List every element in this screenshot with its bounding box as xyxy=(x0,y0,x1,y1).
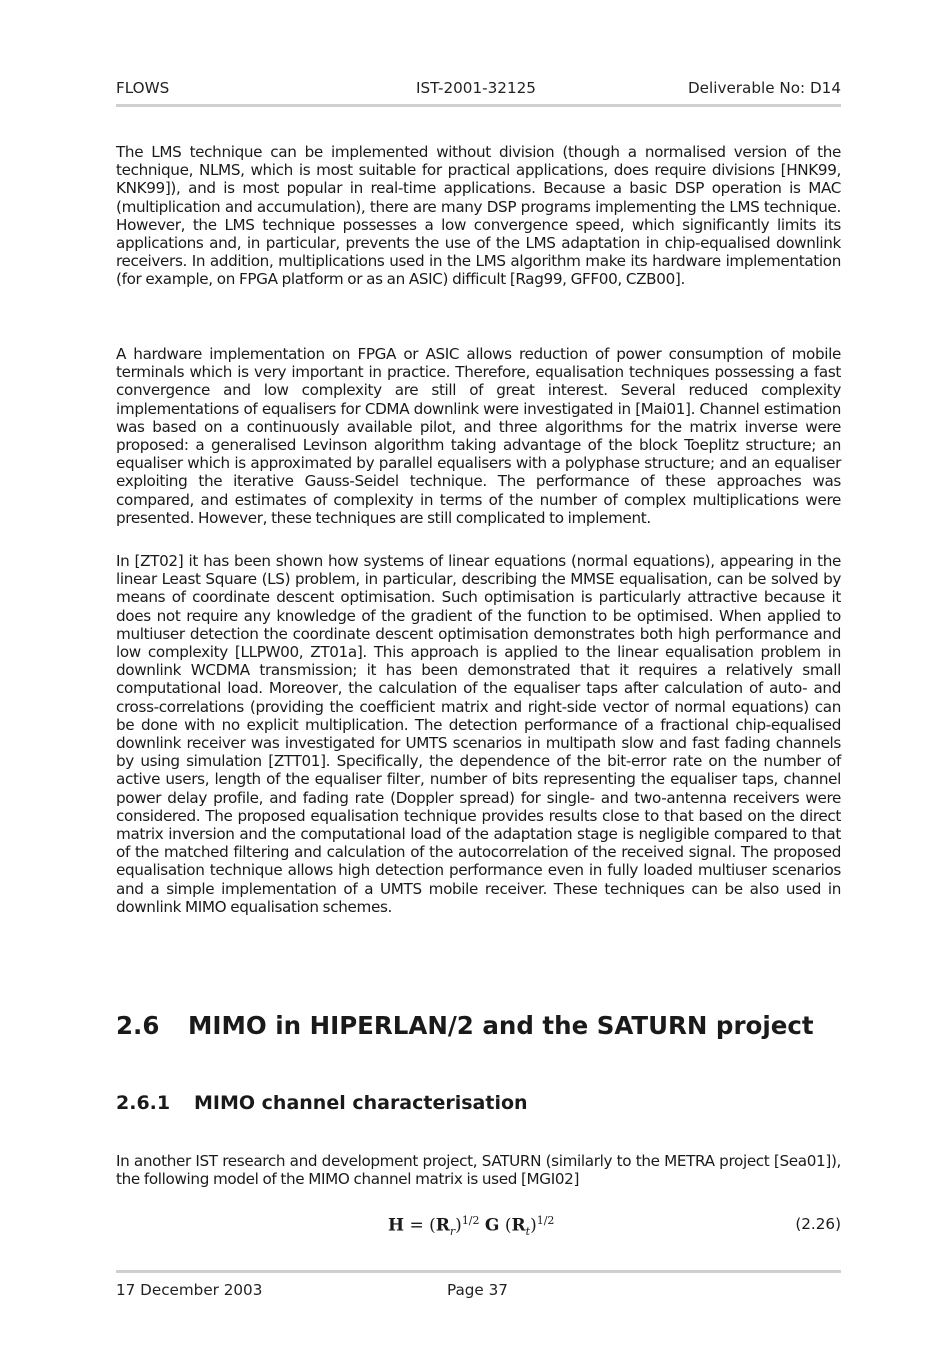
equation-number: (2.26) xyxy=(795,1215,841,1233)
section-heading xyxy=(116,1011,814,1040)
equation-tx-exponent: 1/2 xyxy=(536,1214,555,1227)
header-contract-number: IST-2001-32125 xyxy=(416,79,536,97)
body-paragraph-coordinate-descent: In [ZT02] it has been shown how systems of linear equations (normal equations), appearing in the linear Least Square (LS) problem, in particular, describing the MMSE equalisation, can be solved by means of coordinate descent optimisation. Such optimisation is particularly attractive because it does not require any knowledge of the gradient of the function to be optimised. When applied to multiuser detection the coordinate descent optimisation demonstrates both high performance and low complexity [LLPW00, ZT01a]. This approach is applied to the linear equalisation problem in downlink WCDMA transmission; it has been demonstrated that it requires a relatively small computational load. Moreover, the calculation of the equaliser taps after calculation of auto- and cross-correlations (providing the coefficient matrix and right-side vector of normal equations) can be done with no explicit multiplication. The detection performance of a fractional chip-equalised downlink receiver was investigated for UMTS scenarios in multipath slow and fast fading channels by using simulation [ZTT01]. Specifically, the dependence of the bit-error rate on the number of active users, length of the equaliser filter, number of bits representing the equaliser taps, channel power delay profile, and fading rate (Doppler spread) for single- and two-antenna receivers were considered. The proposed equalisation technique provides results close to that based on the direct matrix inversion and the computational load of the adaptation stage is negligible compared to that of the matched filtering and calculation of the autocorrelation of the received signal. The proposed equalisation technique allows high detection performance even in fully loaded multiuser scenarios and a simple implementation of a UMTS mobile receiver. These techniques can be also used in downlink MIMO equalisation schemes. xyxy=(116,552,841,916)
equation-tx-subscript: t xyxy=(525,1225,531,1239)
page-footer xyxy=(116,1281,841,1303)
equation-tx-correlation: R xyxy=(511,1215,526,1236)
equation-rx-correlation: R xyxy=(435,1215,450,1236)
equation-rx-subscript: r xyxy=(449,1225,456,1239)
subsection-title: MIMO channel characterisation xyxy=(194,1092,528,1114)
body-paragraph-lms: The LMS technique can be implemented without division (though a normalised version of the technique, NLMS, which is most suitable for practical applications, does require divisions [HNK99, KNK99]), and is most popular in real-time applications. Because a basic DSP operation is MAC (multiplication and accumulation), there are many DSP programs implementing the LMS technique. However, the LMS technique possesses a low convergence speed, which significantly limits its applications and, in particular, prevents the use of the LMS adaptation in chip-equalised downlink receivers. In addition, multiplications used in the LMS algorithm make its hardware implementation (for example, on FPGA platform or as an ASIC) difficult [Rag99, GFF00, CZB00]. xyxy=(116,143,841,289)
header-project-name: FLOWS xyxy=(116,79,170,97)
footer-date: 17 December 2003 xyxy=(116,1281,263,1299)
header-deliverable-number: Deliverable No: D14 xyxy=(687,79,841,97)
page-header xyxy=(116,79,841,101)
equation-equals: = xyxy=(409,1215,424,1236)
equation-mimo-channel: $H = (R_r)^{1/2}$ G $(R_t)^{1/2}$ xyxy=(388,1214,555,1239)
equation-g-matrix: G xyxy=(484,1215,500,1236)
subsection-heading xyxy=(116,1092,528,1114)
subsection-number: 2.6.1 xyxy=(116,1092,171,1114)
footer-page-number: Page 37 xyxy=(447,1281,508,1299)
section-title: MIMO in HIPERLAN/2 and the SATURN project xyxy=(188,1011,814,1040)
equation-rx-exponent: 1/2 xyxy=(461,1214,480,1227)
header-divider xyxy=(116,104,841,107)
equation-lhs: H xyxy=(388,1215,405,1236)
section-number: 2.6 xyxy=(116,1011,160,1040)
body-paragraph-hardware: A hardware implementation on FPGA or ASIC allows reduction of power consumption of mobile terminals which is very important in practice. Therefore, equalisation techniques possessing a fast convergence and low complexity are still of great interest. Several reduced complexity implementations of equalisers for CDMA downlink were investigated in [Mai01]. Channel estimation was based on a continuously available pilot, and three algorithms for the matrix inverse were proposed: a generalised Levinson algorithm taking advantage of the block Toeplitz structure; an equaliser which is approximated by parallel equalisers with a polyphase structure; and an equaliser exploiting the iterative Gauss-Seidel technique. The performance of these approaches was compared, and estimates of complexity in terms of the number of complex multiplications were presented. However, these techniques are still complicated to implement. xyxy=(116,345,841,527)
body-paragraph-saturn: In another IST research and development project, SATURN (similarly to the METRA project [Sea01]), the following model of the MIMO channel matrix is used [MGI02] xyxy=(116,1152,841,1189)
footer-divider xyxy=(116,1270,841,1273)
